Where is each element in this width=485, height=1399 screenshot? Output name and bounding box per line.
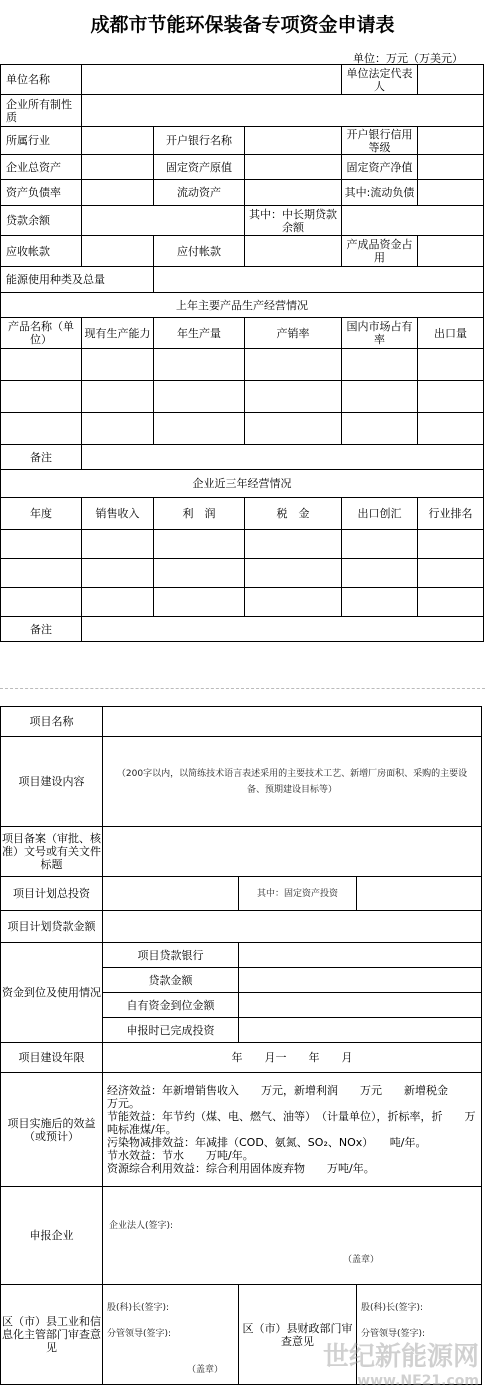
prod-header: 年生产量 [154, 318, 245, 349]
remark-field[interactable] [82, 445, 484, 470]
unit-name-field[interactable] [82, 65, 342, 95]
table-cell[interactable] [245, 349, 342, 381]
ownership-field[interactable] [82, 95, 484, 127]
section-chief-sign: 股(科)长(签字): [361, 1303, 424, 1313]
table-cell[interactable] [82, 349, 154, 381]
table-cell[interactable] [245, 381, 342, 413]
fund-row-label: 自有资金到位金额 [103, 993, 239, 1018]
fund-row-label: 申报时已完成投资 [103, 1018, 239, 1043]
table-cell[interactable] [82, 381, 154, 413]
total-assets-label: 企业总资产 [1, 155, 82, 180]
loan-balance-label: 贷款余额 [1, 206, 82, 236]
table-cell[interactable] [418, 559, 484, 588]
legal-rep-label: 单位法定代表人 [342, 65, 418, 95]
filing-label: 项目备案（审批、核准）文号或有关文件标题 [1, 827, 103, 877]
fixed-invest-label: 其中：固定资产投资 [239, 877, 357, 911]
funds-label: 资金到位及使用情况 [1, 943, 103, 1043]
receivable-field[interactable] [82, 236, 154, 267]
ops-header: 利 润 [154, 498, 245, 530]
table-cell[interactable] [154, 559, 245, 588]
plan-loan-field[interactable] [103, 911, 482, 943]
current-assets-field[interactable] [245, 180, 342, 206]
table-cell[interactable] [154, 413, 245, 445]
unit-note: 单位：万元（万美元） [353, 52, 463, 65]
remark2-label: 备注 [1, 617, 82, 642]
district-finance-label: 区（市）县财政部门审查意见 [239, 1285, 357, 1385]
emission-benefit: 污染物减排效益：年减排（COD、氨氮、SO₂、NOx） 吨/年。 [107, 1136, 427, 1149]
prod-header: 国内市场占有率 [342, 318, 418, 349]
table-row [1, 381, 484, 413]
table-row [1, 559, 484, 588]
fixed-original-label: 固定资产原值 [154, 155, 245, 180]
prod-header: 产销率 [245, 318, 342, 349]
fund-row-label: 项目贷款银行 [103, 943, 239, 968]
unit-name-label: 单位名称 [1, 65, 82, 95]
seal-label: （盖章） [187, 1365, 224, 1375]
table-cell[interactable] [82, 530, 154, 559]
table-cell[interactable] [154, 588, 245, 617]
receivable-label: 应收帐款 [1, 236, 82, 267]
table-row [1, 530, 484, 559]
remark-label: 备注 [1, 445, 82, 470]
filing-field[interactable] [103, 827, 482, 877]
table-cell[interactable] [1, 559, 82, 588]
benefit-field[interactable] [103, 1073, 482, 1187]
watermark-line2: www.NE21.com [357, 1373, 479, 1389]
finished-goods-field[interactable] [418, 236, 484, 267]
form-title: 成都市节能环保装备专项资金申请表 [90, 14, 395, 36]
table-cell[interactable] [342, 349, 418, 381]
water-benefit: 节水效益：节水 万吨/年。 [107, 1149, 254, 1162]
period-label: 项目建设年限 [1, 1043, 103, 1073]
table-cell[interactable] [154, 349, 245, 381]
watermark-line1: 世纪新能源网 [322, 1342, 479, 1372]
fixed-original-field[interactable] [245, 155, 342, 180]
leader-sign: 分管领导(签字): [361, 1329, 426, 1339]
table-row [1, 349, 484, 381]
project-name-field[interactable] [103, 707, 482, 737]
energy-field[interactable] [154, 267, 484, 293]
remark2-field[interactable] [82, 617, 484, 642]
economic-benefit: 经济效益：年新增销售收入 万元，新增利润 万元 新增税金 万元。 [107, 1084, 470, 1110]
table-cell[interactable] [342, 413, 418, 445]
table-cell[interactable] [418, 381, 484, 413]
energy-benefit: 节能效益：年节约（煤、电、燃气、油等） （计量单位），折标率，折 万吨标准煤/年。 [107, 1110, 476, 1136]
fund-row-field[interactable] [239, 1018, 482, 1043]
fixed-net-field[interactable] [418, 155, 484, 180]
industry-field[interactable] [82, 127, 154, 155]
watermark [322, 1342, 479, 1393]
energy-label: 能源使用种类及总量 [1, 267, 154, 293]
table-cell[interactable] [342, 530, 418, 559]
table-cell[interactable] [245, 559, 342, 588]
ownership-label: 企业所有制性质 [1, 95, 82, 127]
bank-name-field[interactable] [245, 127, 342, 155]
current-assets-label: 流动资产 [154, 180, 245, 206]
current-liab-field[interactable] [418, 180, 484, 206]
district-industry-field[interactable] [103, 1285, 239, 1385]
fund-row-label: 贷款金额 [103, 968, 239, 993]
construction-field[interactable]: （200字以内，以简练技术语言表述采用的主要技术工艺、新增厂房面积、采购的主要设备、预期建设目标等） [103, 737, 482, 827]
fund-row-field[interactable] [239, 993, 482, 1018]
plan-loan-label: 项目计划贷款金额 [1, 911, 103, 943]
payable-label: 应付帐款 [154, 236, 245, 267]
fixed-invest-field[interactable] [357, 877, 482, 911]
current-liab-label: 其中:流动负债 [342, 180, 418, 206]
fixed-net-label: 固定资产净值 [342, 155, 418, 180]
table-cell[interactable] [245, 588, 342, 617]
project-name-label: 项目名称 [1, 707, 103, 737]
project-info-table [0, 706, 482, 1385]
applicant-label: 申报企业 [1, 1187, 103, 1285]
industry-label: 所属行业 [1, 127, 82, 155]
seal-label: （盖章） [343, 1255, 380, 1265]
ops-header: 年度 [1, 498, 82, 530]
finished-goods-label: 产成品资金占用 [342, 236, 418, 267]
payable-field[interactable] [245, 236, 342, 267]
bank-credit-label: 开户银行信用等级 [342, 127, 418, 155]
table-cell[interactable] [1, 349, 82, 381]
bank-credit-field[interactable] [418, 127, 484, 155]
table-cell[interactable] [82, 413, 154, 445]
table-cell[interactable] [82, 559, 154, 588]
fund-row-field[interactable] [239, 943, 482, 968]
table-cell[interactable] [418, 349, 484, 381]
table-cell[interactable] [418, 530, 484, 559]
table-cell[interactable] [418, 588, 484, 617]
table-cell[interactable] [154, 381, 245, 413]
legal-sign-label: 企业法人(签字): [109, 1221, 174, 1231]
applicant-field[interactable] [103, 1187, 482, 1285]
section-chief-sign: 股(科)长(签字): [107, 1303, 170, 1313]
table-cell[interactable] [342, 588, 418, 617]
total-invest-label: 项目计划总投资 [1, 877, 103, 911]
prod-header: 出口量 [418, 318, 484, 349]
total-assets-field[interactable] [82, 155, 154, 180]
table-cell[interactable] [1, 381, 82, 413]
construction-label: 项目建设内容 [1, 737, 103, 827]
resource-benefit: 资源综合利用效益：综合利用固体废弃物 万吨/年。 [107, 1162, 375, 1175]
loan-balance-field[interactable] [82, 206, 245, 236]
table-cell[interactable] [1, 588, 82, 617]
prod-header: 产品名称（单位） [1, 318, 82, 349]
ops-header: 销售收入 [82, 498, 154, 530]
table-cell[interactable] [154, 530, 245, 559]
district-industry-label: 区（市）县工业和信息化主管部门审查意见 [1, 1285, 103, 1385]
table-cell[interactable] [1, 413, 82, 445]
leader-sign: 分管领导(签字): [107, 1329, 172, 1339]
table-row [1, 413, 484, 445]
period-field[interactable]: 年 月一 年 月 [103, 1043, 482, 1073]
table-cell[interactable] [342, 559, 418, 588]
table-cell[interactable] [82, 588, 154, 617]
total-invest-field[interactable] [103, 877, 239, 911]
table-row [1, 588, 484, 617]
fund-row-field[interactable] [239, 968, 482, 993]
legal-rep-field[interactable] [418, 65, 484, 95]
enterprise-info-table [0, 64, 484, 642]
bank-name-label: 开户银行名称 [154, 127, 245, 155]
debt-ratio-label: 资产负债率 [1, 180, 82, 206]
operations-section-title: 企业近三年经营情况 [1, 470, 484, 498]
debt-ratio-field[interactable] [82, 180, 154, 206]
table-cell[interactable] [1, 530, 82, 559]
table-cell[interactable] [245, 530, 342, 559]
ops-header: 出口创汇 [342, 498, 418, 530]
ops-header: 税 金 [245, 498, 342, 530]
long-loan-label: 其中：中长期贷款余额 [245, 206, 342, 236]
products-section-title: 上年主要产品生产经营情况 [1, 293, 484, 318]
ops-header: 行业排名 [418, 498, 484, 530]
prod-header: 现有生产能力 [82, 318, 154, 349]
table-cell[interactable] [418, 413, 484, 445]
table-cell[interactable] [342, 381, 418, 413]
table-cell[interactable] [245, 413, 342, 445]
page-separator [0, 688, 485, 695]
long-loan-field[interactable] [342, 206, 484, 236]
benefit-label: 项目实施后的效益（或预计） [1, 1073, 103, 1187]
